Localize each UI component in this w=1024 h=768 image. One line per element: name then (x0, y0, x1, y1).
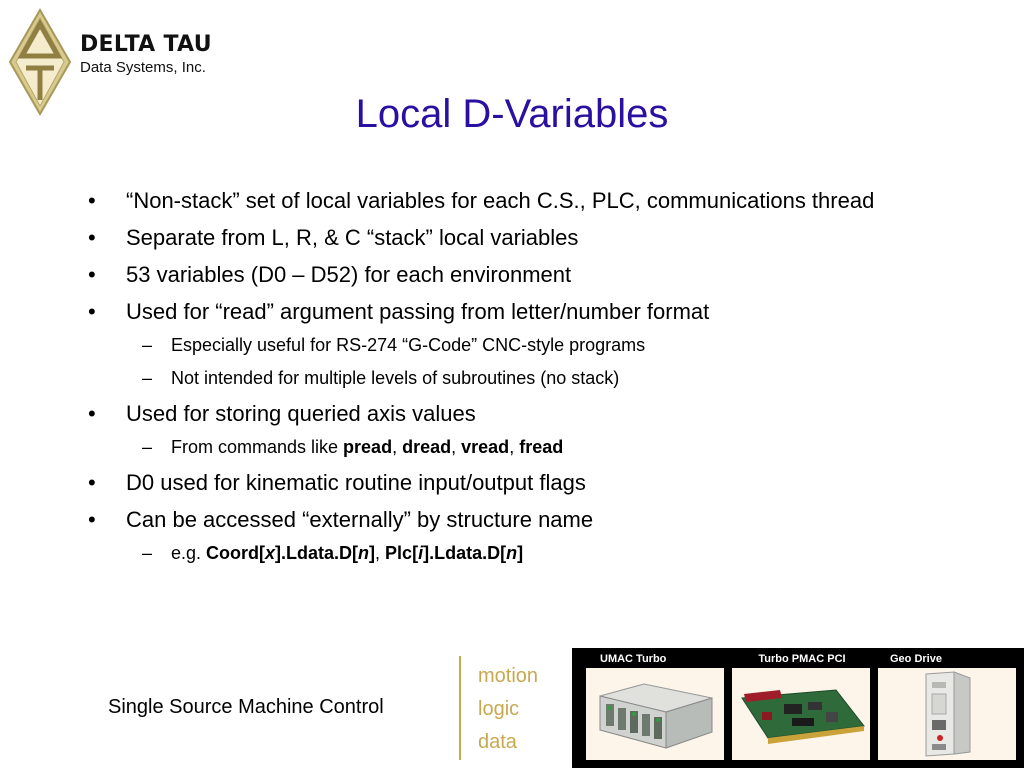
product-label: UMAC Turbo (600, 653, 667, 665)
bullet-text: “Non-stack” set of local variables for each C.S., PLC, communications thread (126, 188, 875, 213)
code-var: i (418, 543, 424, 563)
separator: , (375, 543, 386, 563)
bullet-text: D0 used for kinematic routine input/output flags (126, 470, 586, 495)
slide-title: Local D-Variables (355, 92, 669, 136)
code-part: Coord[ (206, 543, 266, 563)
code-part: ] (517, 543, 524, 563)
code-var: n (506, 543, 518, 563)
code-part: Plc[ (385, 543, 419, 563)
bullet-list (88, 186, 938, 574)
tagline-logic: logic (478, 698, 520, 720)
bullet-item (88, 223, 938, 253)
bullet-item (88, 505, 938, 565)
structure-name-coord (206, 543, 375, 563)
footer-divider (459, 656, 461, 760)
sub-bullet-item (126, 366, 938, 390)
company-brand (80, 32, 212, 77)
bullet-marker: • (88, 225, 96, 250)
bullet-marker: • (88, 299, 96, 324)
command-vread: vread (461, 437, 510, 457)
text-prefix: From commands like (171, 437, 344, 457)
code-part: ] (369, 543, 376, 563)
sub-bullet-text (171, 437, 563, 457)
code-part: ].Ldata.D[ (275, 543, 359, 563)
bullet-text: Used for “read” argument passing from letter/number format (126, 299, 710, 324)
product-label: Turbo PMAC PCI (758, 653, 846, 665)
sub-bullet-item (126, 333, 938, 357)
footer-tagline (478, 660, 538, 759)
bullet-marker: • (88, 507, 96, 532)
bullet-text: Separate from L, R, & C “stack” local variables (126, 225, 579, 250)
product-strip (572, 648, 1024, 768)
separator: , (509, 437, 520, 457)
footer-slogan: Single Source Machine Control (108, 696, 384, 718)
bullet-marker: • (88, 262, 96, 287)
separator: , (392, 437, 403, 457)
tagline-data: data (478, 731, 517, 753)
turbo-pmac-pci-image (732, 668, 870, 760)
product-umac-turbo (586, 648, 726, 768)
sub-bullet-marker: – (142, 543, 153, 563)
bullet-text: Can be accessed “externally” by structure name (126, 507, 594, 532)
structure-name-plc (385, 543, 523, 563)
text-prefix: e.g. (171, 543, 207, 563)
separator: , (451, 437, 462, 457)
geo-drive-image (878, 668, 1016, 760)
command-fread: fread (519, 437, 564, 457)
bullet-marker: • (88, 188, 96, 213)
code-part: ].Ldata.D[ (423, 543, 507, 563)
bullet-marker: • (88, 401, 96, 426)
bullet-text: Used for storing queried axis values (126, 401, 476, 426)
command-pread: pread (343, 437, 393, 457)
code-var: n (358, 543, 370, 563)
umac-turbo-image (586, 668, 724, 760)
sub-bullet-list (126, 333, 938, 390)
product-geo-drive (878, 648, 1018, 768)
code-var: x (265, 543, 276, 563)
product-label: Geo Drive (890, 653, 942, 665)
sub-bullet-item (126, 541, 938, 565)
sub-bullet-item (126, 435, 938, 459)
command-dread: dread (402, 437, 452, 457)
product-turbo-pmac-pci (732, 648, 872, 768)
tagline-motion: motion (478, 665, 539, 687)
company-name: DELTA TAU (80, 32, 212, 57)
sub-bullet-marker: – (142, 368, 153, 388)
sub-bullet-list (126, 435, 938, 459)
bullet-item (88, 468, 938, 498)
sub-bullet-list (126, 541, 938, 565)
sub-bullet-marker: – (142, 335, 153, 355)
bullet-item (88, 399, 938, 459)
sub-bullet-marker: – (142, 437, 153, 457)
company-subtitle: Data Systems, Inc. (80, 59, 206, 76)
bullet-marker: • (88, 470, 96, 495)
bullet-item (88, 297, 938, 390)
bullet-item (88, 260, 938, 290)
bullet-text: 53 variables (D0 – D52) for each environment (126, 262, 572, 287)
sub-bullet-text (171, 543, 523, 563)
sub-bullet-text: Not intended for multiple levels of subroutines (no stack) (171, 368, 620, 388)
bullet-item (88, 186, 938, 216)
sub-bullet-text: Especially useful for RS-274 “G-Code” CNC-style programs (171, 335, 646, 355)
